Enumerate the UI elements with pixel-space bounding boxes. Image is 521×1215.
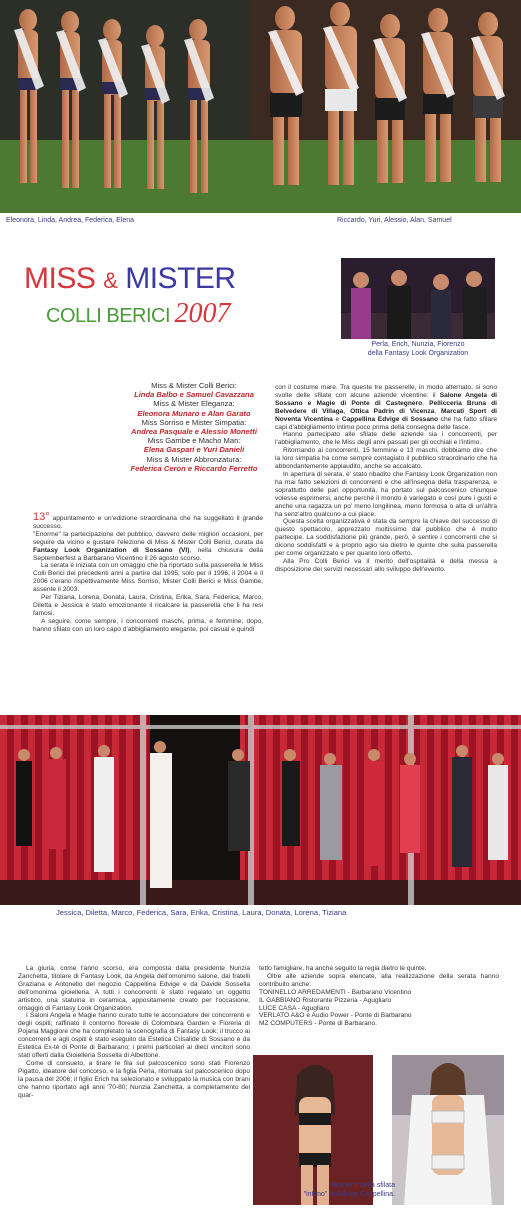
organization-photo-illustration (341, 258, 495, 339)
stage-photo (0, 715, 521, 905)
article-text: con il costume mare. Tra queste tre passerelle, in modo alternato, si sono svolte delle sfilate con alcune aziende vicentine: il (275, 384, 497, 399)
article-emphasis: Ottica Padrin di Vicenza (350, 407, 435, 415)
award-winners: Federica Ceron e Riccardo Ferretto (130, 463, 258, 473)
article-paragraph: Alla Pro Colli Berici va il merito dell'ospitalità e della messa a disposizione dei servizi necessari allo sviluppo dell'evento. (275, 557, 497, 573)
lingerie-caption-line1: Momenti della sfilata (331, 1182, 395, 1189)
award-winners: Eleonora Munaro e Alan Garato (137, 408, 251, 418)
article-paragraph: A seguire, come sempre, i concorrenti maschi, prima, e femmine, dopo, hanno sfilato con un loro capo d'abbigliamento elegante, poi casual e quindi (33, 617, 263, 633)
organization-photo (341, 258, 495, 339)
article-right-column (275, 384, 497, 574)
article-text: , (434, 407, 442, 415)
title-amp: & (103, 268, 118, 293)
award-label: Miss Sorriso e Mister Simpatia: (141, 417, 247, 427)
article-text: che ha fatto sfilare capi d'abbigliamento intimo poco prima della consegna delle fasce. (275, 415, 497, 431)
lingerie-photo-right-illustration (392, 1055, 504, 1205)
lingerie-photo-caption (250, 1182, 395, 1199)
article-text: , (343, 407, 351, 415)
organization-photo-caption (330, 341, 506, 358)
article-paragraph: La serata è iniziata con un omaggio che ha riportato sulla passerella le Miss Colli Berici dei precedenti anni a partire dal 1995; solo per il 1996, il 2004 e il 2006 c'erano rispettivamente Miss Sorriso, Mister Colli Berici e Miss Gambe, assente il 2003. (33, 562, 263, 594)
article-emphasis: Salone Angela di Sossano e Magie di Ponte di Castegnero (275, 391, 497, 407)
article-paragraph: appuntamento e un'edizione straordinaria che ha suggellato il grande successo. (33, 515, 263, 530)
title-year: 2007 (174, 298, 231, 329)
bottom-left-column (18, 965, 250, 1099)
article-emphasis: Cappellina Edvige di Sossano (341, 415, 439, 423)
page-title (24, 262, 334, 342)
award-label: Miss & Mister Eleganza: (153, 399, 235, 409)
article-left-column (33, 511, 263, 634)
title-miss: MISS (24, 262, 96, 295)
sponsor-item: LUCE CASA - Agugliaro (259, 1004, 330, 1012)
organization-photo-caption-line2: della Fantasy Look Organization (367, 349, 469, 357)
title-mister: MISTER (125, 262, 236, 295)
sponsor-item: MZ COMPUTERS - Ponte di Barbarano. (259, 1020, 377, 1028)
article-paragraph: Questa scelta organizzativa è stata da sempre la chiave del successo di questo spettacolo, apprezzato moltissimo dal pubblico che è molto partecipe. La soddisfazione più grande, però, è sentire i concorrenti che si dicono soddisfatti e a proprio agio sia dietro le quinte che sulla passerella per come organizzato e per quanto loro offerto. (275, 518, 497, 558)
article-paragraph: Ritornando ai concorrenti, 15 femmine e 13 maschi, dobbiamo dire che la loro simpatia ha come sempre contagiato il pubblico straordinario che ha abbondantemente applaudito, anche se accalcato. (275, 447, 497, 471)
article-text: , nella chiusura della Septemberfest a Barbarano Vicentino il 26 agosto scorso. (33, 546, 263, 562)
article-paragraph: Oltre alle aziende sopra elencate, alla realizzazione della serata hanno contribuito anche: (259, 972, 499, 988)
top-photo (0, 0, 521, 213)
award-label: Miss & Mister Colli Berici: (151, 381, 237, 390)
sponsor-item: TONINELLO ARREDAMENTI - Barbarano Vicentino (259, 988, 412, 996)
top-photo-caption-right: Riccardo, Yuri, Alessio, Alan, Samuel (337, 217, 452, 224)
article-paragraph: I Saloni Angela e Magie hanno curato tutte le acconciature dei concorrenti e degli ospiti; raffinato il contorno floreale di Colombara Garden e Fioreria di Pojana Maggiore che ha completato la scenografia di Fantasy Look; il trucco ai concorrenti e agli ospiti è stato eseguito da Estetica Crisalide di Sossano e da Estetica Ex-tè di Ponte di Barbarano; i premi particolari ai dieci vincitori sono stati offerti dalla Gioielleria Sossella di Albettone. (18, 1012, 250, 1059)
article-paragraph: Come di consueto, a tirare le fila sul palcoscenico sono stati Fiorenzo Pigatto, ideatore del concorso, e la figlia Perla, ritornata sul palcoscenico dopo la pausa del 2006; il figlio Erich ha selezionato e sviluppato la musica con brani che hanno riportato agli anni '70-80; Nunzia Zanchetta, a completamento del quar- (18, 1059, 250, 1099)
dropcap: 13° (33, 511, 50, 523)
organization-photo-caption-line1: Perla, Erich, Nunzia, Fiorenzo (371, 341, 465, 348)
article-paragraph: In apertura di serata, è' stato ribadito che Fantasy Look Organization non ha mai fatto selezioni di concorrenti e che all'insegna della trasparenza, e soprattutto delle pari opportunità, ha portato sul palcoscenico chiunque volesse esprimersi, anche perchè il mondo è variegato e così pure i gusti e anche una ragazza un po' meno longilinea, meno formosa o alta di un'altra ha senz'altro qualcuno a cui piace. (275, 470, 497, 518)
top-photo-illustration (0, 0, 521, 213)
article-text: e (332, 415, 342, 423)
article-emphasis: Fantasy Look Organization di Sossano (VI) (33, 546, 190, 554)
award-winners: Andrea Pasquale e Alessio Monetti (131, 427, 257, 437)
sponsor-item: IL GABBIANO Ristorante Pizzeria - Agugliaro (259, 996, 392, 1004)
title-colli-berici: COLLI BERICI (46, 305, 171, 327)
stage-photo-illustration (0, 715, 521, 905)
lingerie-caption-line2: "intimo" di Edvige Cappellina. (303, 1190, 395, 1198)
lingerie-photo-right (392, 1055, 504, 1205)
article-emphasis: Pellicceria Bruna di Belvedere di Villaga (275, 399, 498, 415)
article-emphasis: Marcati Sport di Noventa Vicentina (275, 407, 498, 423)
article-paragraph: Per Tiziana, Lorena, Donata, Laura, Cristina, Erika, Sara, Federica, Marco, Diletta e Jessica è stato emozionante il ricalcare la passerella che li ha resi famosi. (33, 594, 263, 617)
award-label: Miss Gambe e Macho Man: (147, 436, 241, 446)
article-paragraph: tetto famigliare, ha anche seguito la regia dietro le quinte. (259, 965, 427, 972)
award-label: Miss & Mister Abbronzatura: (146, 454, 242, 464)
stage-photo-caption: Jessica, Diletta, Marco, Federica, Sara, Erika, Cristina, Laura, Donata, Lorena, Tiziana (56, 908, 347, 917)
article-text: , (422, 399, 430, 407)
award-winners: Linda Balbo e Samuel Cavazzana (134, 390, 254, 400)
sponsor-item: VERLATO A&O e Audio Power - Ponte di Barbarano (259, 1012, 412, 1020)
article-paragraph: Hanno partecipato alle sfilate delle aziende sia i concorrenti, per l'abbigliamento, che le Miss degli anni passati per gli occhiali e l'intimo. (275, 431, 497, 447)
award-winners-list (106, 381, 282, 473)
bottom-right-column (259, 965, 499, 1028)
sponsor-list (259, 989, 499, 1029)
article-paragraph: La giuria, come l'anno scorso, era composta dalla presidente Nunzia Zanchetta, titolare di Fantasy Look, da Angela dell'omonimo salone, dai fratelli Graziana e Antonello del negozio Cappellina Edvige e da Davide Sossella dell'omonima gioielleria. A tutti i concorrenti è stato regalato un oggetto artistico, una statuina in ceramica, appositamente creato per l'occasione, omaggio di Fantasy Look Organization. (18, 965, 250, 1012)
top-photo-caption-left: Eleonora, Linda, Andrea, Federica, Elena (6, 217, 135, 224)
article-text: "Enorme" la partecipazione del pubblico, davvero delle migliori occasioni, per seguire da vicino e gustare l'elezione di Miss & Mister Colli Berici, curata da (33, 530, 263, 546)
award-winners: Elena Gaspari e Yuri Danieli (143, 445, 245, 455)
